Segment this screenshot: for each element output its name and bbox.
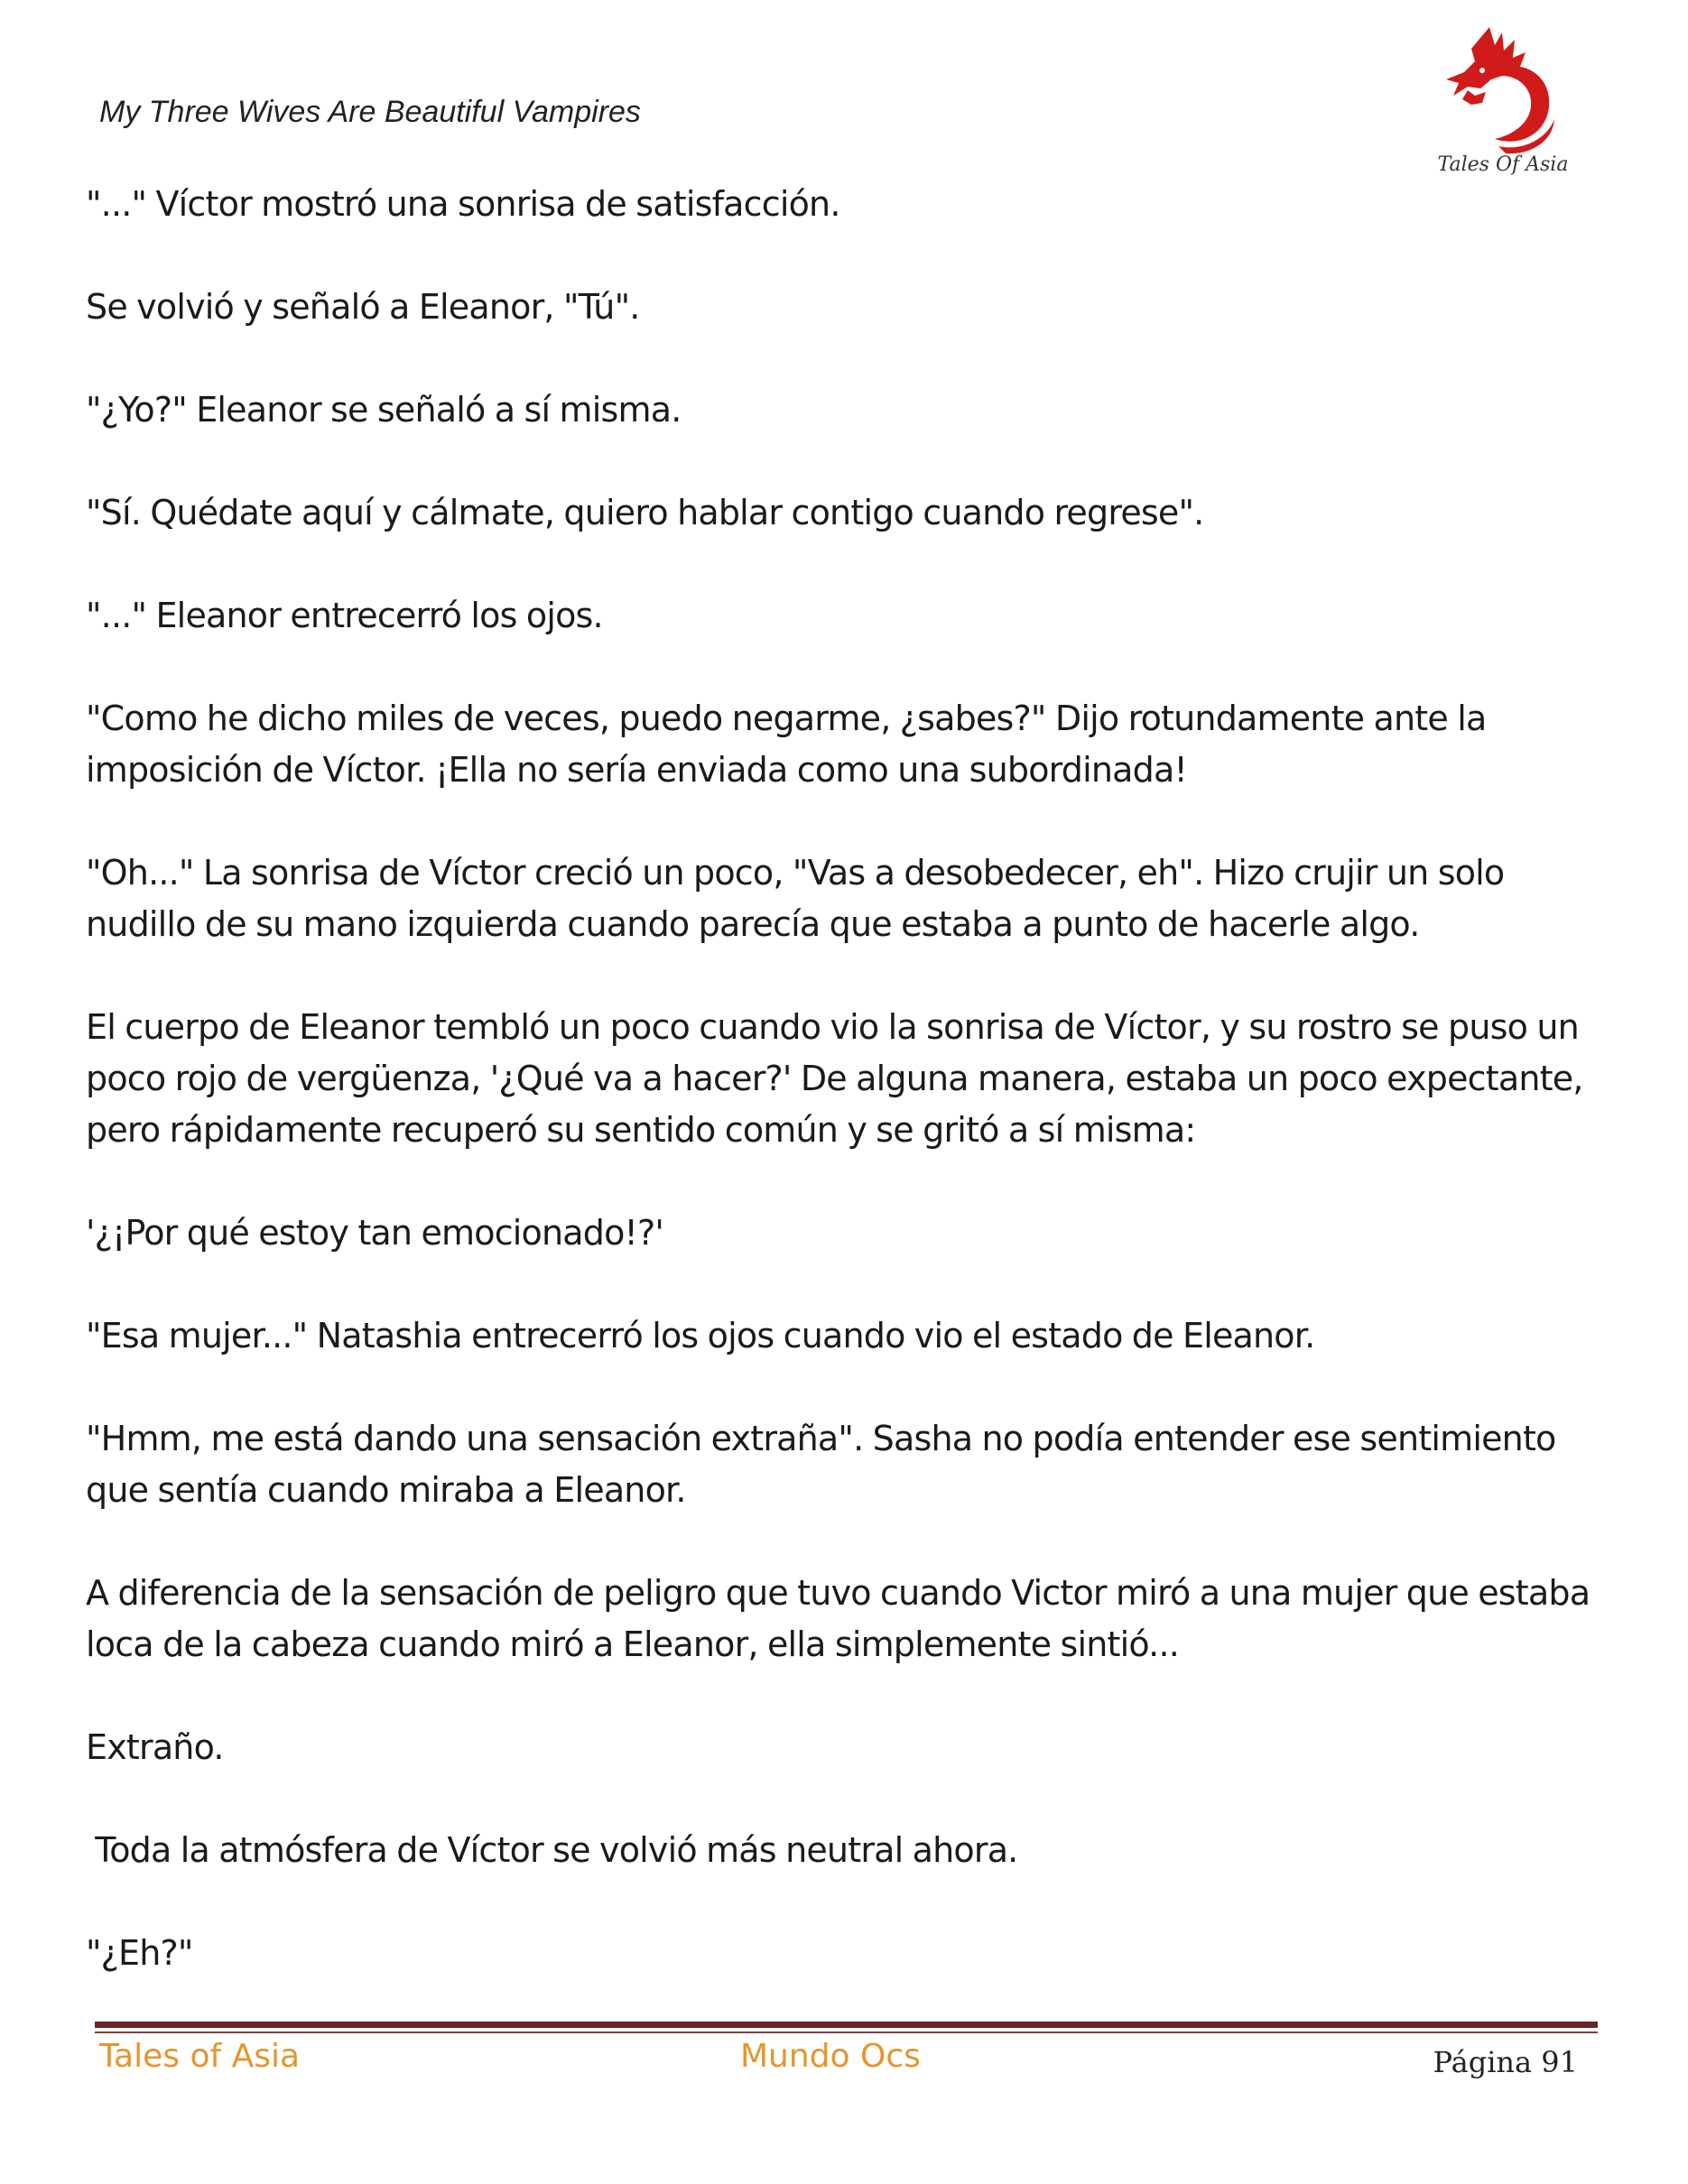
paragraph: "Como he dicho miles de veces, puedo negarme, ¿sabes?" Dijo rotundamente ante la imposición de Víctor. ¡Ella no sería enviada como una subordinada! [86,699,1487,790]
paragraph: Extraño. [86,1727,224,1767]
logo-text: Tales Of Asia [1437,153,1569,176]
paragraph: "Sí. Quédate aquí y cálmate, quiero hablar contigo cuando regrese". [86,493,1204,532]
page-number: Página 91 [1433,2045,1578,2079]
paragraph: A diferencia de la sensación de peligro que tuvo cuando Victor miró a una mujer que estaba loca de la cabeza cuando miró a Eleanor, ella simplemente sintió... [86,1573,1591,1664]
paragraph: El cuerpo de Eleanor tembló un poco cuando vio la sonrisa de Víctor, y su rostro se puso un poco rojo de vergüenza, '¿Qué va a hacer?' De alguna manera, estaba un poco expectante, pero rápidamente recuperó su sentido común y se gritó a sí misma: [86,1007,1583,1150]
footer-divider-thin [95,2031,1598,2033]
paragraph: "Oh..." La sonrisa de Víctor creció un poco, "Vas a desobedecer, eh". Hizo crujir un solo nudillo de su mano izquierda cuando parecía que estaba a punto de hacerle algo. [86,853,1505,944]
paragraph: "¿Eh?" [86,1933,193,1973]
red-dragon-logo-icon [1435,20,1571,155]
paragraph: "Esa mujer..." Natashia entrecerró los ojos cuando vio el estado de Eleanor. [86,1316,1315,1356]
paragraph: Toda la atmósfera de Víctor se volvió más neutral ahora. [86,1830,1018,1870]
paragraph: "..." Eleanor entrecerró los ojos. [86,596,603,635]
header-title: My Three Wives Are Beautiful Vampires [99,95,641,129]
paragraph: "Hmm, me está dando una sensación extraña". Sasha no podía entender ese sentimiento que sentía cuando miraba a Eleanor. [86,1419,1556,1510]
paragraph: '¿¡Por qué estoy tan emocionado!?' [86,1213,663,1253]
chapter-body [86,179,1611,1979]
footer-site-name: Tales of Asia [99,2038,301,2075]
footer-section-name: Mundo Ocs [740,2038,921,2075]
paragraph: "..." Víctor mostró una sonrisa de satisfacción. [86,184,840,224]
paragraph: Se volvió y señaló a Eleanor, "Tú". [86,287,640,327]
tales-of-asia-logo [1435,20,1571,182]
footer-divider [95,2022,1598,2028]
paragraph: "¿Yo?" Eleanor se señaló a sí misma. [86,390,682,430]
